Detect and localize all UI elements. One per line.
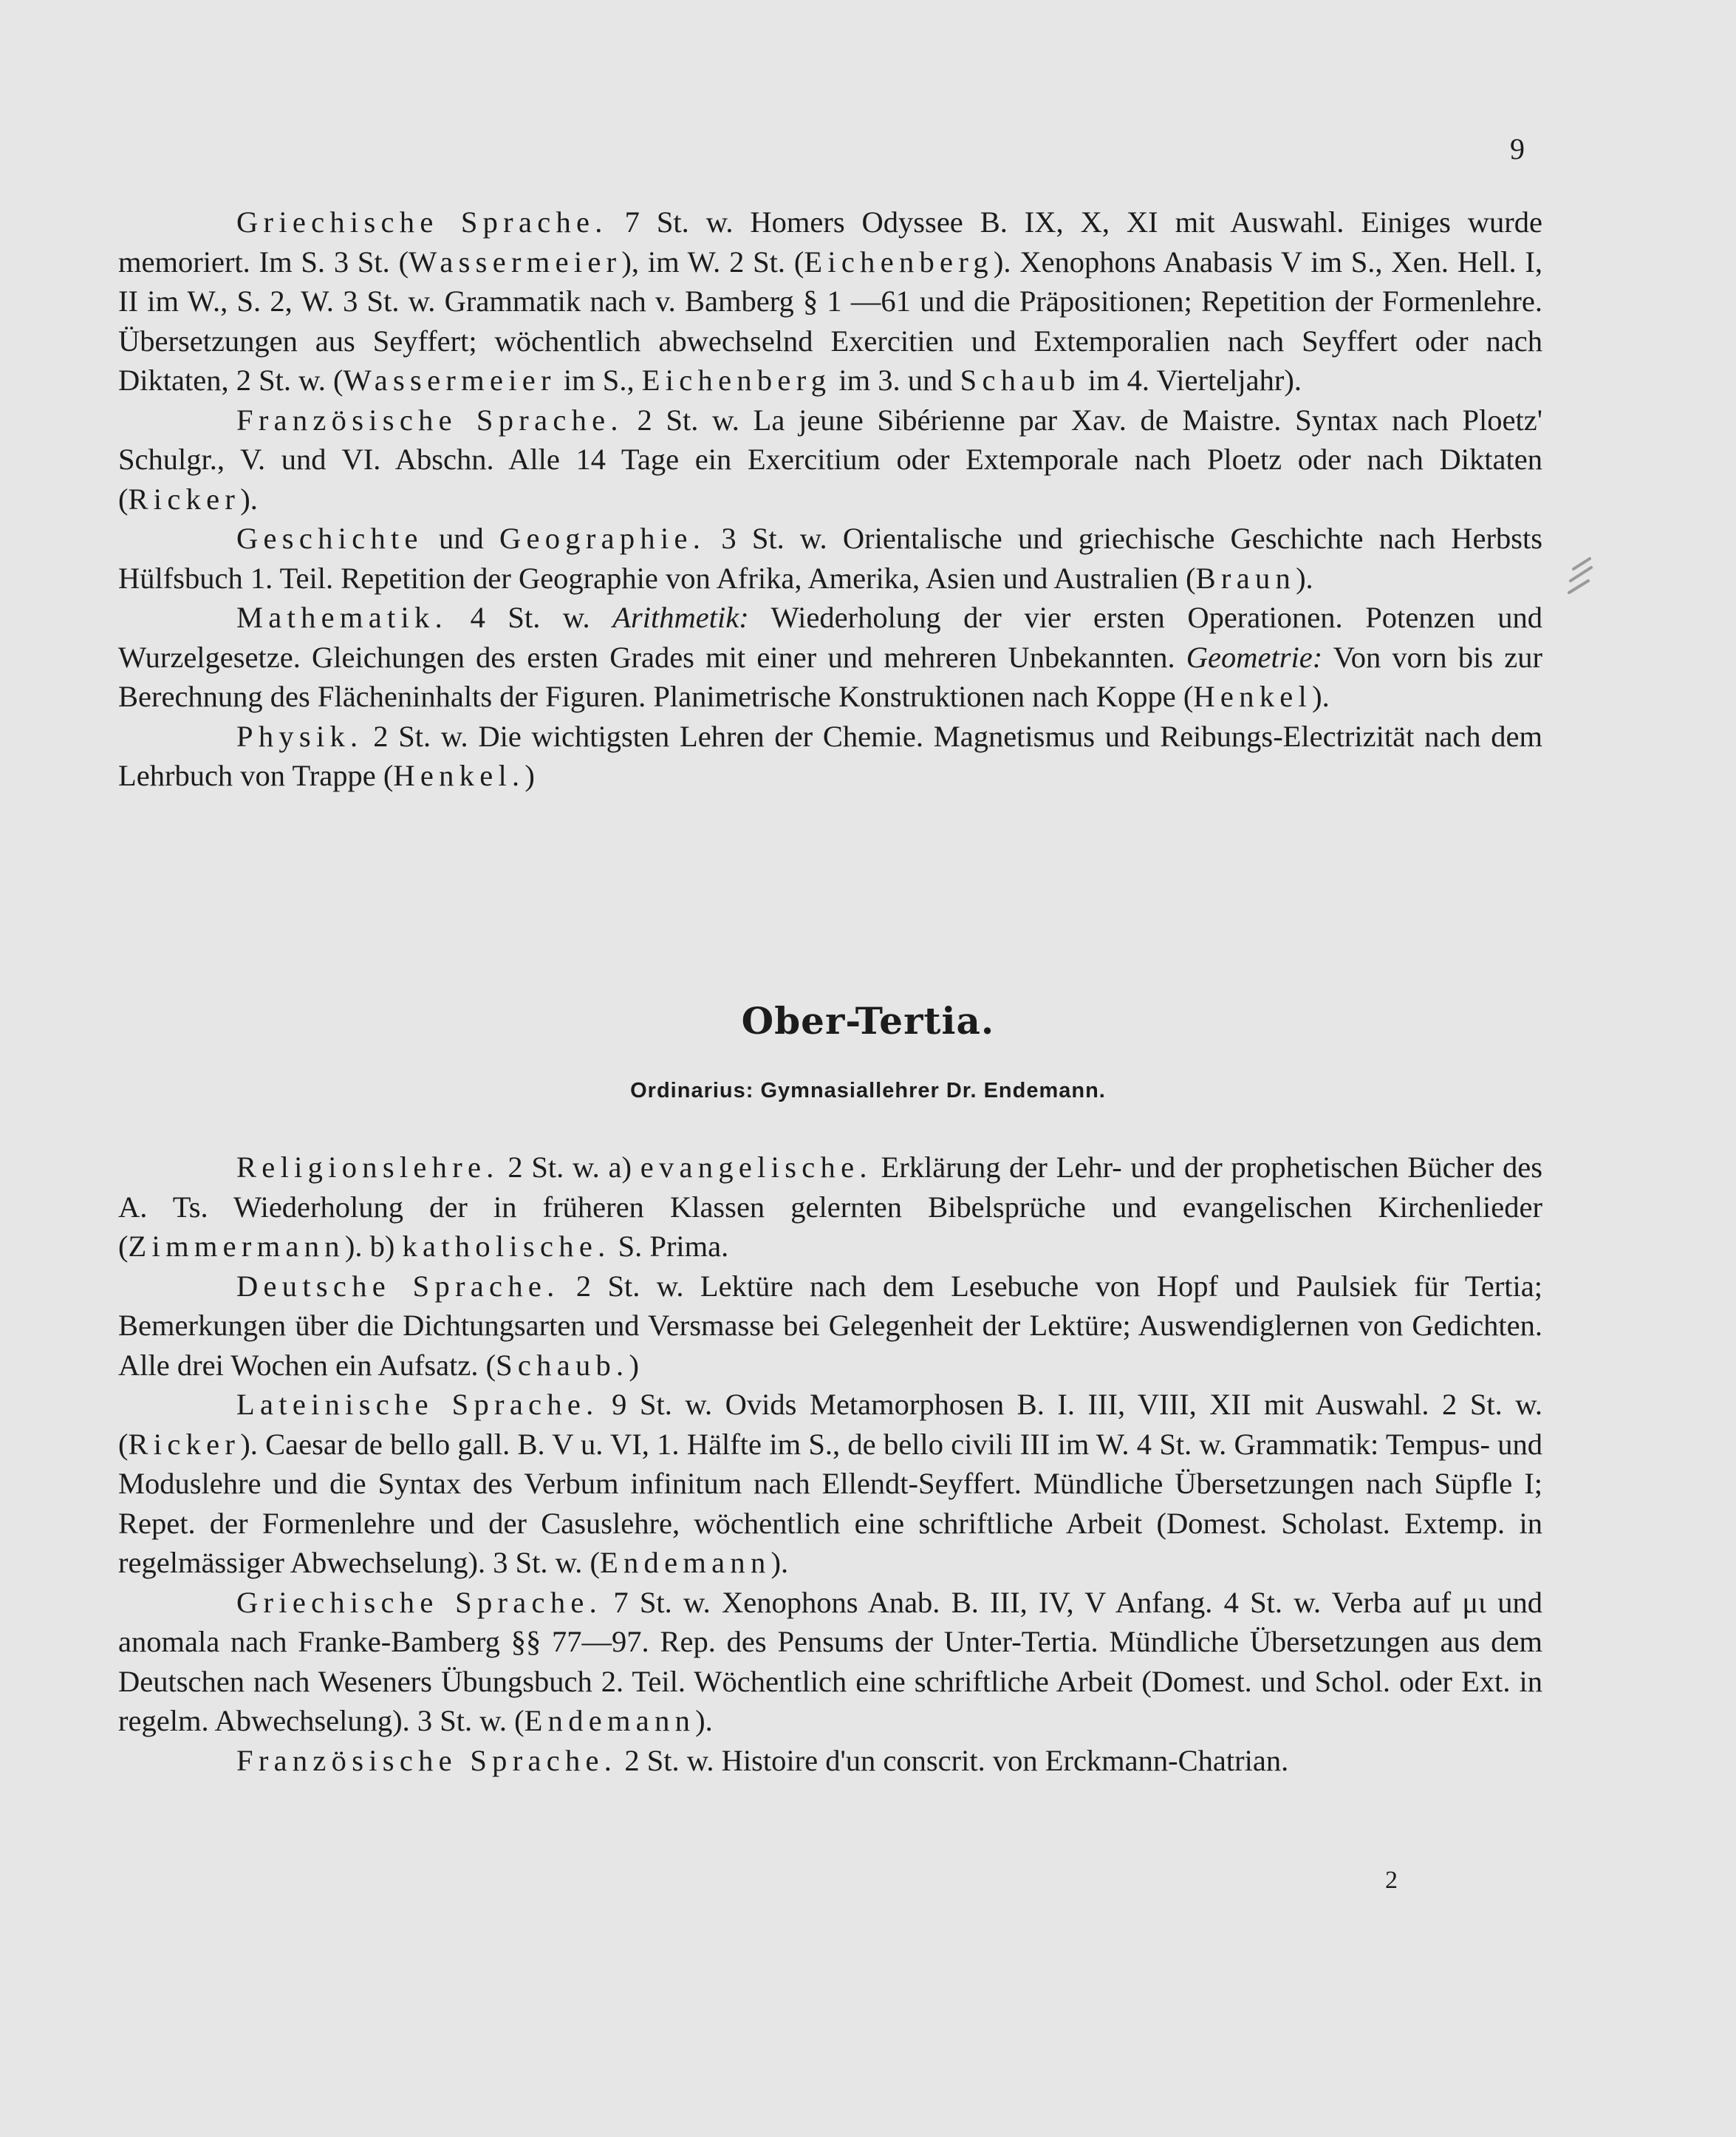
text-run: ) [629,1348,639,1382]
spaced-term: Eichenberg [641,364,832,397]
text-run: 2 St. w. La jeune Sibérienne par Xav. de Maistre. Syntax nach Ploetz' Schulgr., V. und VI. Abschn. Alle 14 Tage ein Exercitium oder Extemporale nach Ploetz oder nach Diktaten ( [118,403,1543,516]
text-run: ). [1296,561,1313,595]
text-run: ). Xenophons Anabasis V im S., Xen. Hell. I, II im W., S. 2, W. 3 St. w. Grammatik nach v. Bamberg § 1 —61 und die Präpositionen; Repetition der Formenlehre. Übersetzungen aus Seyffert; wöchentlich abwechselnd Exercitien und Extemporalien nach Seyffert oder nach Diktaten, 2 St. w. ( [118,245,1543,397]
text-run: ). b) [344,1230,403,1263]
paragraph-physik [118,717,1542,796]
spaced-term: Eichenberg [804,245,994,279]
spaced-term: Ricker [128,1427,241,1461]
spaced-term: Religionslehre. [236,1151,499,1184]
text-run: Erklärung der Lehr- und der prophetischen Bücher des A. Ts. Wiederholung der in früheren Klassen gelernten Bibelsprüche und evangelischen Kirchenlieder ( [118,1151,1542,1263]
spaced-term: Ricker [128,482,241,516]
text-run: und [423,522,499,555]
text-run: 4 St. w. [448,601,613,634]
spaced-term: Griechische Sprache. [236,1585,603,1619]
spaced-term: Lateinische Sprache. [236,1388,599,1421]
spaced-term: katholische. [402,1230,611,1263]
spaced-term: Geographie. [499,522,706,555]
text-run: im 4. Vierteljahr). [1080,364,1302,397]
paragraph-religion [118,1148,1542,1267]
spaced-term: Wassermeier [343,364,556,397]
text-run: Wiederholung der vier ersten Operationen. Potenzen und Wurzelgesetze. Gleichungen des ersten Grades mit einer und mehreren Unbekannten. [118,601,1542,674]
paragraph-geschichte [118,519,1542,598]
ordinarius-line: Ordinarius: Gymnasiallehrer Dr. Endemann. [630,1079,1106,1102]
text-run: im S., [556,364,642,397]
italic-term: Arithmetik: [612,601,749,634]
spaced-term: Schaub [960,364,1081,397]
paragraph-latein [118,1385,1542,1583]
paragraph-griechisch-ot [118,1583,1542,1741]
section-title: Ober-Tertia. [741,999,995,1043]
spaced-term: Deutsche Sprache. [236,1269,560,1303]
spaced-term: Wassermeier [409,245,622,279]
text-run: ). [1312,680,1330,713]
spaced-term: evangelische. [640,1151,872,1184]
spaced-term: Endemann [599,1546,771,1579]
spaced-term: Endemann [524,1704,696,1737]
spaced-term: Mathematik. [236,601,448,634]
text-run: Von vorn bis zur Berechnung des Flächeninhalts der Figuren. Planimetrische Konstruktionen nach Koppe ( [118,640,1542,713]
page-number: 9 [1510,132,1525,166]
text-run: S. Prima. [610,1230,729,1263]
spaced-term: Französische Sprache. [236,403,623,437]
paragraph-deutsch [118,1267,1542,1386]
paragraph-griechisch [118,202,1542,401]
text-run: 9 St. w. Ovids Metamorphosen B. I. III, VIII, XII mit Auswahl. 2 St. w. ( [118,1388,1543,1461]
spaced-term: Französische Sprache. [236,1743,618,1777]
signature-mark: 2 [1385,1867,1398,1894]
text-run: 2 St. w. Histoire d'un conscrit. von Erckmann-Chatrian. [617,1743,1289,1777]
text-run: 2 St. w. a) [499,1151,640,1184]
pencil-mark-icon [1566,556,1596,599]
text-run: 2 St. w. Die wichtigsten Lehren der Chemie. Magnetismus und Reibungs-Electrizität nach dem Lehrbuch von Trappe ( [118,719,1542,792]
text-run: ). [695,1704,713,1737]
spaced-term: Griechische Sprache. [236,205,608,239]
spaced-term: Henkel. [393,759,525,792]
bottom-text-block [118,1148,1542,1780]
text-run: 7 St. w. Homers Odyssee B. IX, X, XI mit Auswahl. Einiges wurde memoriert. Im S. 3 St. ( [118,205,1542,279]
spaced-term: Zimmermann [128,1230,345,1263]
text-run: ). Caesar de bello gall. B. V u. VI, 1. Hälfte im S., de bello civili III im W. 4 St. w. Grammatik: Tempus- und Moduslehre und die Syntax des Verbum infinitum nach Ellendt-Seyffert. Mündliche Übersetzungen nach Süpfle I; Repet. der Formenlehre und der Casuslehre, wöchentlich eine schriftliche Arbeit (Domest. Scholast. Extemp. in regelmässiger Abwechselung). 3 St. w. ( [118,1427,1542,1579]
text-run: ). [770,1546,789,1579]
text-run: 2 St. w. Lektüre nach dem Lesebuche von Hopf und Paulsiek für Tertia; Bemerkungen über die Dichtungsarten und Versmasse bei Gelegenheit der Lektüre; Auswendiglernen von Gedichten. Alle drei Wochen ein Aufsatz. ( [118,1269,1542,1382]
spaced-term: Geschichte [236,522,423,555]
top-text-block [118,202,1542,796]
paragraph-mathematik [118,598,1542,717]
spaced-term: Henkel [1193,680,1313,713]
text-run: ) [524,759,535,792]
spaced-term: Schaub. [496,1348,629,1382]
text-run: 3 St. w. Orientalische und griechische Geschichte nach Herbsts Hülfsbuch 1. Teil. Repetition der Geographie von Afrika, Amerika, Asien und Australien ( [118,522,1543,595]
text-run: 7 St. w. Xenophons Anab. B. III, IV, V Anfang. 4 St. w. Verba auf μι und anomala nach Franke-Bamberg §§ 77—97. Rep. des Pensums der Unter-Tertia. Mündliche Übersetzungen aus dem Deutschen nach Weseners Übungsbuch 2. Teil. Wöchentlich eine schriftliche Arbeit (Domest. und Schol. oder Ext. in regelm. Abwechselung). 3 St. w. ( [118,1585,1542,1737]
text-run: ), im W. 2 St. ( [621,245,804,279]
text-run: im 3. und [831,364,960,397]
paragraph-franzoesisch-ot [118,1741,1542,1781]
spaced-term: Braun [1195,561,1296,595]
paragraph-franzoesisch [118,401,1542,519]
text-run: ). [240,482,258,516]
spaced-term: Physik. [236,719,363,753]
italic-term: Geometrie: [1186,640,1323,674]
